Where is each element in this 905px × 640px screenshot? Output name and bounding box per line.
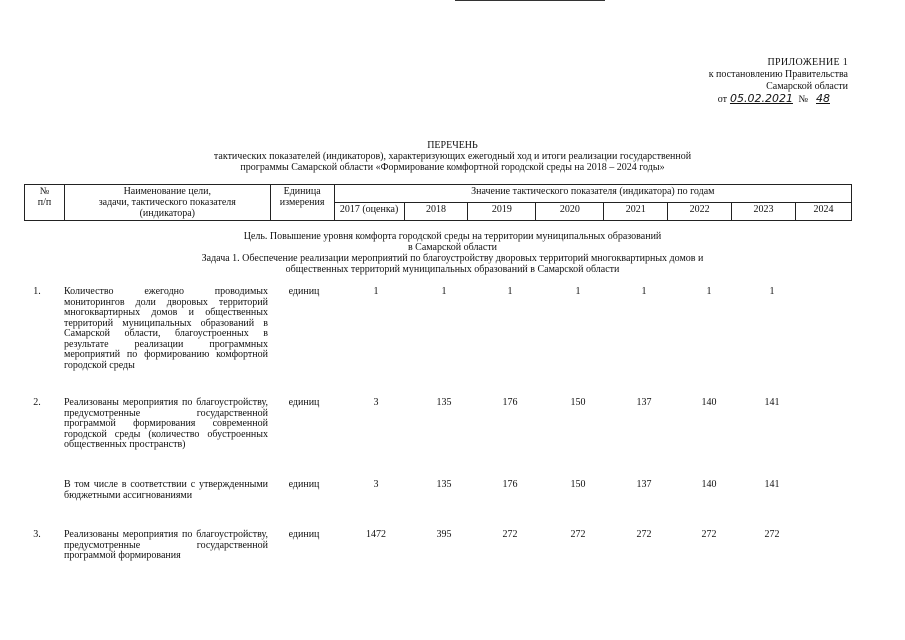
row-value: 176	[502, 479, 518, 490]
title-line-2: тактических показателей (индикаторов), характеризующих ежегодный ход и итоги реализации государственной	[213, 151, 692, 162]
goal-line-2: в Самарской области	[407, 242, 498, 253]
header-year: 2024	[795, 203, 851, 221]
annex-date-line	[648, 93, 848, 106]
row-value: 1	[441, 286, 447, 297]
title-line-3: программы Самарской области «Формирование комфортной городской среды на 2018 – 2024 годы»	[240, 162, 665, 173]
row-unit: единиц	[288, 286, 320, 297]
row-value: 3	[373, 479, 379, 490]
row-value: 137	[636, 479, 652, 490]
header-year: 2021	[604, 203, 668, 221]
header-name: Наименование цели, задачи, тактического показателя (индикатора)	[64, 185, 270, 221]
row-value: 272	[764, 529, 780, 540]
row-value: 140	[701, 479, 717, 490]
row-indicator-name: В том числе в соответствии с утвержденными бюджетными ассигнованиями	[64, 479, 268, 501]
header-year: 2018	[404, 203, 468, 221]
annex-title: ПРИЛОЖЕНИЕ 1	[767, 57, 848, 68]
row-number: 2.	[33, 397, 41, 408]
row-value: 140	[701, 397, 717, 408]
row-value: 395	[436, 529, 452, 540]
row-value: 176	[502, 397, 518, 408]
row-value: 1	[641, 286, 647, 297]
task-line-1: Задача 1. Обеспечение реализации мероприятий по благоустройству дворовых территорий многоквартирных домов и	[201, 253, 704, 264]
title-line-1: ПЕРЕЧЕНЬ	[427, 140, 478, 151]
indicator-table-header	[24, 184, 852, 221]
row-unit: единиц	[288, 397, 320, 408]
annex-number-prefix: №	[798, 94, 808, 105]
header-num: № п/п	[25, 185, 65, 221]
header-values-group: Значение тактического показателя (индикатора) по годам	[334, 185, 851, 203]
row-value: 272	[636, 529, 652, 540]
row-value: 1	[373, 286, 379, 297]
row-value: 3	[373, 397, 379, 408]
header-unit: Единица измерения	[270, 185, 334, 221]
row-value: 150	[570, 397, 586, 408]
row-value: 272	[502, 529, 518, 540]
row-value: 1472	[366, 529, 386, 540]
row-value: 1	[507, 286, 513, 297]
row-unit: единиц	[288, 529, 320, 540]
goal-line-1: Цель. Повышение уровня комфорта городской среды на территории муниципальных образований	[243, 231, 662, 242]
annex-date-value: 05.02.2021	[729, 92, 793, 105]
header-year: 2017 (оценка)	[334, 203, 404, 221]
header-year: 2020	[536, 203, 604, 221]
row-number: 1.	[33, 286, 41, 297]
row-indicator-name: Реализованы мероприятия по благоустройству, предусмотренные государственной программой формирования современной городской среды (количество обустроенных общественных пространств)	[64, 397, 268, 450]
header-year: 2019	[468, 203, 536, 221]
task-line-2: общественных территорий муниципальных образований в Самарской области	[285, 264, 620, 275]
row-value: 135	[436, 397, 452, 408]
goal-block	[0, 231, 905, 275]
row-indicator-name: Реализованы мероприятия по благоустройству, предусмотренные государственной программой формирования	[64, 529, 268, 561]
row-unit: единиц	[288, 479, 320, 490]
row-indicator-name: Количество ежегодно проводимых мониторингов доли дворовых территорий многоквартирных домов и общественных территорий муниципальных образований в Самарской области, благоустроенных в результате реализации программных мероприятий по формированию комфортной городской среды	[64, 286, 268, 371]
row-number: 3.	[33, 529, 41, 540]
row-value: 137	[636, 397, 652, 408]
row-value: 272	[570, 529, 586, 540]
row-value: 1	[575, 286, 581, 297]
row-value: 135	[436, 479, 452, 490]
annex-line-3: Самарской области	[766, 81, 848, 92]
row-value: 272	[701, 529, 717, 540]
top-edge-line	[455, 0, 605, 1]
row-value: 1	[769, 286, 775, 297]
row-value: 1	[706, 286, 712, 297]
row-value: 141	[764, 479, 780, 490]
row-value: 150	[570, 479, 586, 490]
annex-number-value: 48	[816, 92, 830, 105]
annex-date-prefix: от	[717, 94, 727, 105]
header-year: 2023	[732, 203, 796, 221]
document-title	[0, 140, 905, 173]
annex-line-2: к постановлению Правительства	[708, 69, 848, 80]
row-value: 141	[764, 397, 780, 408]
annex-block	[648, 57, 848, 106]
header-year: 2022	[668, 203, 732, 221]
